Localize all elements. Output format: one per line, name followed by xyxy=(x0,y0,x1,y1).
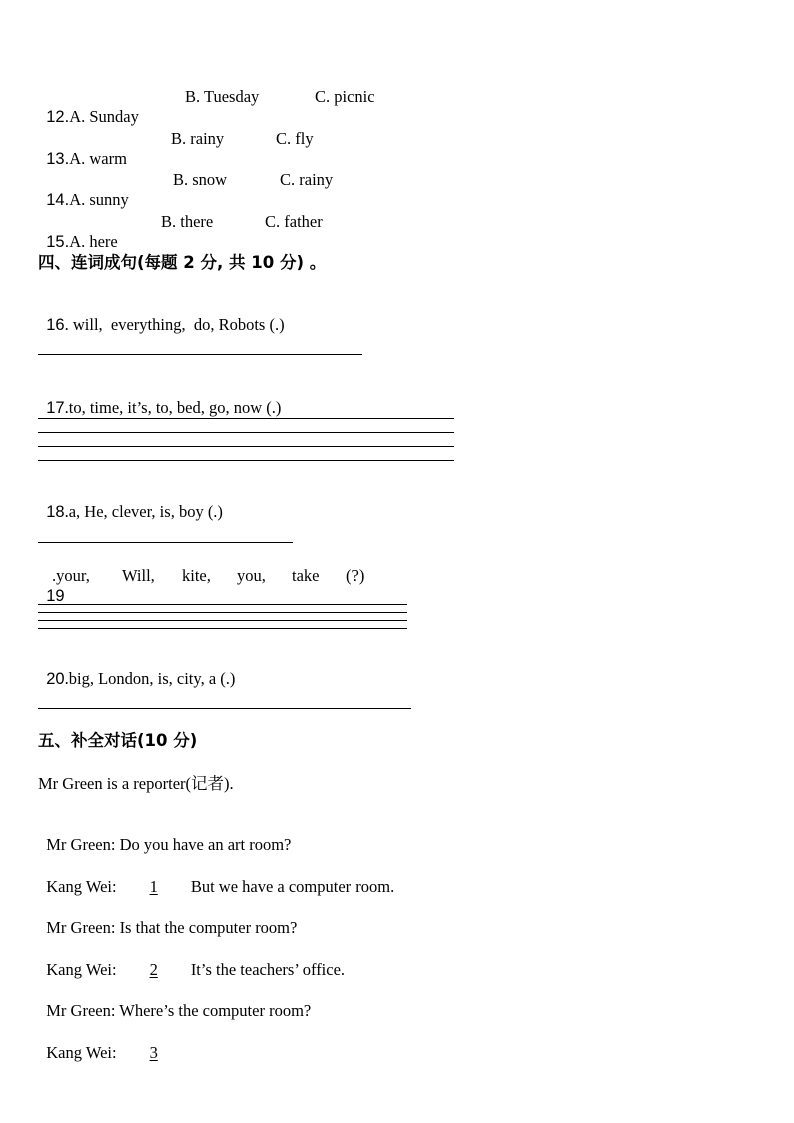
section-4-heading: 四、连词成句(每题 2 分, 共 10 分) 。 xyxy=(38,253,327,272)
answer-line xyxy=(38,460,454,461)
sentence-item-19 xyxy=(38,566,418,605)
answer-line xyxy=(38,612,407,613)
answer-line xyxy=(38,542,293,543)
question-number: 13. xyxy=(46,150,70,168)
dialogue-line xyxy=(38,898,297,938)
blank-2[interactable] xyxy=(121,960,187,980)
question-number: 14. xyxy=(46,191,70,209)
option-b: B. Tuesday xyxy=(185,87,260,106)
utterance: Where’s the computer room? xyxy=(115,1001,312,1020)
sentence-item-18 xyxy=(38,482,223,522)
item-words: . will, everything, do, Robots (.) xyxy=(64,315,285,334)
option-c: C. picnic xyxy=(315,87,375,106)
utterance: But we have a computer room. xyxy=(186,877,395,896)
speaker: Kang Wei: xyxy=(46,1043,117,1062)
choice-row-13 xyxy=(38,129,438,168)
question-number: 12. xyxy=(46,108,70,126)
answer-line xyxy=(38,708,411,709)
word: take xyxy=(292,566,320,585)
choice-row-14 xyxy=(38,170,438,209)
option-a: A. Sunday xyxy=(69,107,139,126)
word: .your, xyxy=(52,566,90,585)
choice-row-15 xyxy=(38,212,438,251)
utterance: It’s the teachers’ office. xyxy=(186,960,346,979)
item-words: .to, time, it’s, to, bed, go, now (.) xyxy=(64,398,282,417)
sentence-item-16 xyxy=(38,295,285,335)
answer-line xyxy=(38,604,407,605)
option-c: C. fly xyxy=(276,129,314,148)
question-number: 17 xyxy=(46,399,65,417)
dialogue-line xyxy=(38,857,394,897)
item-words: .a, He, clever, is, boy (.) xyxy=(64,502,223,521)
question-number: 20 xyxy=(46,670,65,688)
option-b: B. snow xyxy=(173,170,228,189)
dialogue-line xyxy=(38,940,345,980)
speaker: Kang Wei: xyxy=(46,877,117,896)
utterance: Is that the computer room? xyxy=(115,918,298,937)
utterance: Do you have an art room? xyxy=(115,835,292,854)
answer-line xyxy=(38,432,454,433)
item-words: .big, London, is, city, a (.) xyxy=(64,669,236,688)
section-5-heading: 五、补全对话(10 分) xyxy=(38,731,198,750)
option-a: A. warm xyxy=(69,149,127,168)
choice-row-12 xyxy=(38,87,438,126)
dialogue-line xyxy=(38,1023,187,1063)
answer-line xyxy=(38,446,454,447)
question-number: 18 xyxy=(46,503,65,521)
answer-line xyxy=(38,354,362,355)
answer-line xyxy=(38,628,407,629)
option-c: C. rainy xyxy=(280,170,334,189)
sentence-item-20 xyxy=(38,649,235,689)
speaker: Mr Green: xyxy=(46,1001,116,1020)
speaker: Kang Wei: xyxy=(46,960,117,979)
blank-3[interactable] xyxy=(121,1043,187,1063)
word: (?) xyxy=(346,566,365,585)
question-number: 19 xyxy=(46,587,65,605)
option-c: C. father xyxy=(265,212,323,231)
blank-number: 2 xyxy=(149,960,158,979)
word: Will, xyxy=(122,566,155,585)
dialogue-line xyxy=(38,815,291,855)
blank-number: 3 xyxy=(149,1043,158,1062)
word: you, xyxy=(237,566,266,585)
dialogue-line xyxy=(38,981,311,1021)
answer-line xyxy=(38,620,407,621)
speaker: Mr Green: xyxy=(46,835,116,854)
question-number: 15. xyxy=(46,233,70,251)
blank-number: 1 xyxy=(149,877,158,896)
question-number: 16 xyxy=(46,316,65,334)
answer-line xyxy=(38,418,454,419)
word: kite, xyxy=(182,566,211,585)
blank-1[interactable] xyxy=(121,877,187,897)
dialogue-intro: Mr Green is a reporter(记者). xyxy=(38,774,234,793)
speaker: Mr Green: xyxy=(46,918,116,937)
option-a: A. sunny xyxy=(69,190,129,209)
option-b: B. rainy xyxy=(171,129,225,148)
option-a: A. here xyxy=(69,232,118,251)
option-b: B. there xyxy=(161,212,214,231)
sentence-item-17 xyxy=(38,378,281,418)
